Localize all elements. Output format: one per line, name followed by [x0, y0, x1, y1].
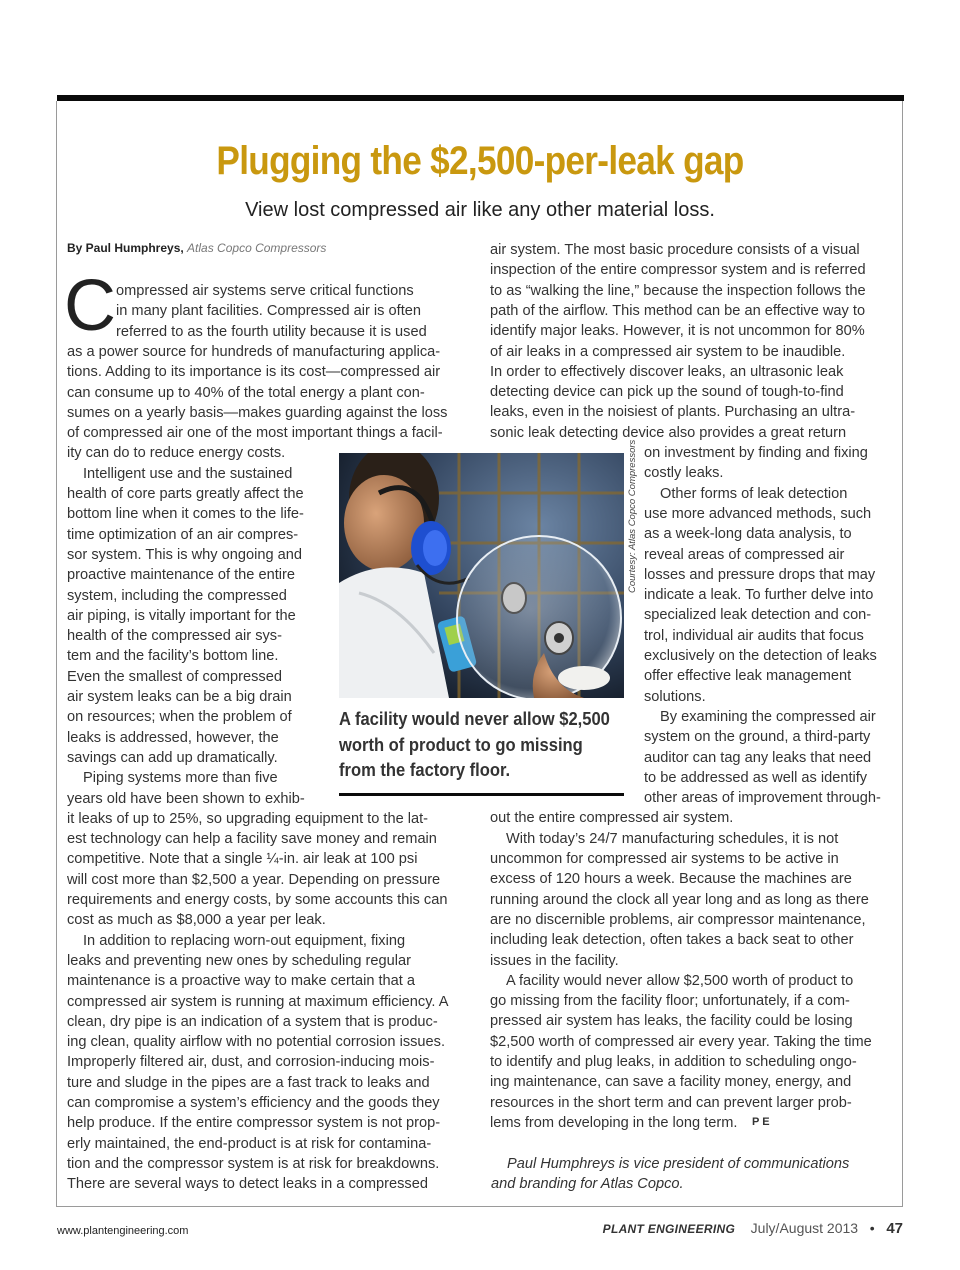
body-line: of air leaks in a compressed air system to be inaudible.: [490, 343, 846, 360]
drop-cap: C: [64, 266, 116, 346]
caption-line-3: from the factory floor.: [339, 760, 511, 780]
body-line: competitive. Note that a single ¼-in. air leak at 100 psi: [67, 851, 418, 868]
caption-line-2: worth of product to go missing: [339, 735, 583, 755]
body-line: compressed air system is running at maximum efficiency. A: [67, 993, 449, 1010]
body-line: Improperly filtered air, dust, and corrosion-inducing mois-: [67, 1054, 435, 1071]
footer-issue-info: [603, 1220, 903, 1237]
body-line: out the entire compressed air system.: [490, 810, 734, 827]
byline: [67, 241, 326, 255]
body-line: A facility would never allow $2,500 worth of product to: [506, 972, 854, 989]
body-line: est technology can help a facility save money and remain: [67, 831, 437, 848]
body-line: referred to as the fourth utility because it is used: [116, 323, 427, 340]
issue-date: July/August 2013: [750, 1220, 859, 1236]
body-line: air system. The most basic procedure consists of a visual: [490, 242, 860, 258]
body-line: path of the airflow. This method can be an effective way to: [490, 302, 866, 319]
body-line: ompressed air systems serve critical functions: [116, 283, 414, 299]
body-line: ing maintenance, can save a facility money, energy, and: [490, 1074, 852, 1091]
body-line: Even the smallest of compressed: [67, 668, 282, 685]
body-line: indicate a leak. To further delve into: [644, 587, 874, 604]
body-line: ity can do to reduce energy costs.: [67, 445, 286, 462]
body-line: go missing from the facility floor; unfortunately, if a com-: [490, 993, 850, 1010]
body-line: proactive maintenance of the entire: [67, 567, 295, 584]
body-line: ing clean, quality airflow with no potential corrosion issues.: [67, 1034, 446, 1051]
body-line: tions. Adding to its importance is its cost—compressed air: [67, 364, 441, 381]
body-line: resources in the short term and can prevent larger prob-: [490, 1094, 852, 1111]
body-line: ture and sludge in the pipes are a fast track to leaks and: [67, 1074, 430, 1091]
worker-ultrasonic-detector-image: [339, 453, 624, 698]
body-line: In addition to replacing worn-out equipment, fixing: [83, 932, 406, 949]
body-line: to be addressed as well as identify: [644, 769, 868, 786]
body-line: tem and the facility’s bottom line.: [67, 648, 279, 665]
body-line: sumes on a yearly basis—makes guarding against the loss: [67, 404, 448, 421]
body-line: reveal areas of compressed air: [644, 546, 845, 563]
caption-line-1: A facility would never allow $2,500: [339, 709, 610, 729]
end-mark-logo: [752, 1113, 770, 1133]
body-line: trol, individual air audits that focus: [644, 627, 864, 644]
body-line: of compressed air one of the most important things a facil-: [67, 425, 443, 442]
caption-rule: [339, 793, 624, 796]
body-line: to identify and plug leaks, in addition to scheduling ongo-: [490, 1054, 857, 1070]
body-line: requirements and energy costs, by some accounts this can: [67, 892, 448, 908]
body-line: solutions.: [644, 688, 706, 705]
article-subtitle: View lost compressed air like any other material loss.: [245, 199, 715, 221]
body-line: clean, dry pipe is an indication of a system that is produc-: [67, 1013, 438, 1030]
body-line: leaks is addressed, however, the: [67, 729, 279, 746]
body-line: exclusively on the detection of leaks: [644, 648, 877, 664]
body-line: leaks and preventing new ones by scheduling regular: [67, 952, 411, 969]
body-line: other areas of improvement through-: [644, 790, 881, 807]
body-line: time optimization of an air compres-: [67, 526, 299, 543]
body-line: help produce. If the entire compressor system is not prop-: [67, 1115, 441, 1132]
body-line: In order to effectively discover leaks, an ultrasonic leak: [490, 363, 844, 380]
author-name: By Paul Humphreys,: [67, 241, 184, 255]
body-line: savings can add up dramatically.: [67, 749, 278, 766]
body-line: excess of 120 hours a week. Because the machines are: [490, 871, 852, 888]
body-line: in many plant facilities. Compressed air is often: [116, 303, 421, 320]
footer-url: www.plantengineering.com: [57, 1225, 189, 1237]
body-line: it leaks of up to 25%, so upgrading equipment to the lat-: [67, 810, 429, 827]
body-line: lems from developing in the long term.: [490, 1114, 738, 1131]
body-line: as a week-long data analysis, to: [644, 526, 852, 543]
body-line: cost as much as $8,000 a year per leak.: [67, 912, 326, 929]
magazine-name: PLANT ENGINEERING: [602, 1222, 736, 1236]
body-line: air piping, is vitally important for the: [67, 607, 296, 624]
body-line: specialized leak detection and con-: [644, 607, 872, 624]
page-number: 47: [886, 1220, 903, 1237]
body-line: leaks, even in the noisiest of plants. Purchasing an ultra-: [490, 404, 856, 421]
body-line: system on the ground, a third-party: [644, 729, 871, 746]
body-line: pressed air system has leaks, the facility could be losing: [490, 1013, 853, 1030]
body-line: running around the clock all year long and as long as there: [490, 891, 869, 908]
body-line: costly leaks.: [644, 465, 724, 482]
body-line: use more advanced methods, such: [644, 505, 872, 522]
body-line: health of core parts greatly affect the: [67, 486, 304, 502]
body-line: identify major leaks. However, it is not uncommon for 80%: [490, 323, 865, 340]
body-line: inspection of the entire compressor system and is referred: [490, 262, 866, 279]
body-line: issues in the facility.: [490, 952, 619, 969]
article-title: Plugging the $2,500-per-leak gap: [216, 139, 744, 183]
body-line: By examining the compressed air: [660, 708, 876, 725]
body-line: maintenance is a proactive way to make certain that a: [67, 973, 415, 990]
body-line: sor system. This is why ongoing and: [67, 546, 302, 563]
photo-credit: Courtesy: Atlas Copco Compressors: [627, 439, 638, 593]
author-bio-line-2: and branding for Atlas Copco.: [491, 1176, 684, 1192]
article-photo: [339, 453, 624, 698]
author-bio-line-1: Paul Humphreys is vice president of communications: [507, 1156, 850, 1172]
body-line: will cost more than $2,500 a year. Depending on pressure: [67, 871, 441, 888]
body-line: can consume up to 40% of the total energy a plant con-: [67, 384, 425, 401]
body-line: to as “walking the line,” because the inspection follows the: [490, 282, 866, 299]
body-line: Piping systems more than five: [83, 770, 278, 787]
body-line: air system leaks can be a big drain: [67, 689, 292, 705]
body-line: erly maintained, the end-product is at risk for contamina-: [67, 1135, 432, 1152]
end-mark-text: P E: [752, 1115, 770, 1128]
body-line: $2,500 worth of compressed air every year. Taking the time: [490, 1033, 872, 1050]
body-line: as a power source for hundreds of manufacturing applica-: [67, 343, 441, 360]
body-line: Intelligent use and the sustained: [83, 465, 293, 482]
body-line: health of the compressed air sys-: [67, 628, 282, 645]
body-line: There are several ways to detect leaks in a compressed: [67, 1176, 428, 1193]
body-line: on resources; when the problem of: [67, 709, 292, 726]
body-line: on investment by finding and fixing: [644, 445, 868, 461]
body-line: can compromise a system’s efficiency and the goods they: [67, 1095, 440, 1111]
body-line: sonic leak detecting device also provides a great return: [490, 424, 847, 441]
body-line: bottom line when it comes to the life-: [67, 506, 304, 523]
body-line: tion and the compressor system is at risk for breakdowns.: [67, 1155, 440, 1172]
body-line: Other forms of leak detection: [660, 485, 848, 502]
body-line: detecting device can pick up the sound of tough-to-find: [490, 384, 844, 401]
body-line: uncommon for compressed air systems to be active in: [490, 851, 839, 867]
footer-bullet: •: [869, 1220, 875, 1236]
author-affiliation: Atlas Copco Compressors: [187, 241, 327, 255]
body-line: With today’s 24/7 manufacturing schedules, it is not: [506, 830, 839, 847]
body-line: losses and pressure drops that may: [644, 566, 876, 583]
body-line: offer effective leak management: [644, 668, 852, 685]
body-line: years old have been shown to exhib-: [67, 790, 305, 807]
body-line: including leak detection, often takes a back seat to other: [490, 932, 854, 949]
body-line: system, including the compressed: [67, 587, 287, 604]
body-line: are no discernible problems, air compressor maintenance,: [490, 911, 866, 928]
body-line: auditor can tag any leaks that need: [644, 749, 872, 766]
